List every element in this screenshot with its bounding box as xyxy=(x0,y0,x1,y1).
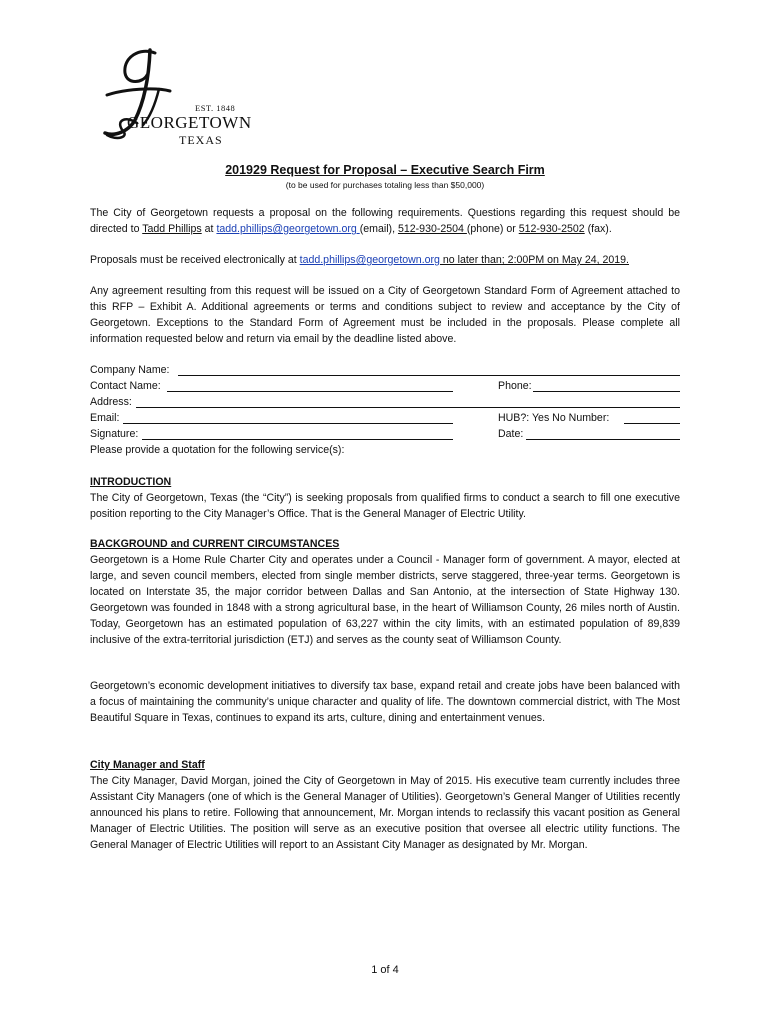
logo-name: GEORGETOWN xyxy=(127,113,252,132)
introduction-heading: INTRODUCTION xyxy=(90,476,172,488)
intro-fax-suffix: (fax). xyxy=(584,223,612,235)
logo-state: TEXAS xyxy=(179,133,223,147)
signature-label: Signature: xyxy=(90,428,139,440)
agreement-text: Any agreement resulting from this request will be issued on a City of Georgetown Standard Form of Agreement attached to this RFP – Exhibit A. Additional agreements or terms and conditions subject to review and acceptance by the City of Georgetown. Exceptions to the Standard Form of Agreement must be included in the proposals. Please complete all information requested below and return via email by the deadline listed above. xyxy=(90,285,680,345)
intro-paragraph xyxy=(90,205,680,237)
company-name-field[interactable] xyxy=(178,363,680,376)
introduction-body: The City of Georgetown, Texas (the “City”) is seeking proposals from qualified firms to conduct a search to fill one executive position reporting to the City Manager’s Office. That is the General Manager of Electric Utility. xyxy=(90,492,680,520)
hub-number-field[interactable] xyxy=(624,411,680,424)
background-heading: BACKGROUND and CURRENT CIRCUMSTANCES xyxy=(90,538,340,550)
date-label: Date: xyxy=(498,428,524,440)
contact-fax: 512-930-2502 xyxy=(518,223,585,235)
staff-body: The City Manager, David Morgan, joined the City of Georgetown in May of 2015. His executive team currently includes three Assistant City Managers (one of which is the General Manager of Utilities). Georgetown’s General Manger of Utilities recently announced his plans to retire. Following that announcement, Mr. Morgan intends to reclassify this vacant position as General Manager of Electric Utilities. The position will serve as an executive position that oversee all electric utility functions. The General Manager of Electric Utilities will report to an Assistant City Manager as designated by Mr. Morgan. xyxy=(90,775,680,851)
company-name-label: Company Name: xyxy=(90,364,170,376)
introduction-section xyxy=(90,474,680,522)
intro-email-suffix: (email), xyxy=(359,223,398,235)
contact-email-link[interactable]: tadd.phillips@georgetown.org xyxy=(216,223,360,235)
phone-label: Phone: xyxy=(498,380,532,392)
deadline-paragraph xyxy=(90,252,680,268)
intro-phone-suffix: (phone) or xyxy=(466,223,519,235)
page-subtitle: (to be used for purchases totaling less than $50,000) xyxy=(285,180,485,190)
contact-name-field[interactable] xyxy=(167,379,453,392)
contact-phone: 512-930-2504 xyxy=(397,223,467,235)
address-label: Address: xyxy=(90,396,132,408)
quotation-text: Please provide a quotation for the following service(s): xyxy=(90,444,345,456)
company-name-row xyxy=(90,362,680,378)
date-field[interactable] xyxy=(526,427,680,440)
hub-label: HUB?: Yes No Number: xyxy=(498,412,610,424)
background-section xyxy=(90,536,680,648)
signature-field[interactable] xyxy=(142,427,453,440)
address-field[interactable] xyxy=(136,395,680,408)
intro-text: The City of Georgetown requests a proposal on the following requirements. Questions regarding this request should be directed to xyxy=(90,207,680,235)
deadline-email-link[interactable]: tadd.phillips@georgetown.org xyxy=(299,254,440,266)
economic-body: Georgetown’s economic development initiatives to diversify tax base, expand retail and create jobs have been balanced with a focus of maintaining the community’s unique character and quality of life. The downtown commercial district, with The Most Beautiful Square in Texas, continues to expand its arts, culture, dining and entertainment venues. xyxy=(90,680,680,724)
intro-at: at xyxy=(201,223,217,235)
page-number: 1 of 4 xyxy=(371,964,399,976)
staff-section xyxy=(90,757,680,853)
contact-name-label: Contact Name: xyxy=(90,380,161,392)
staff-heading: City Manager and Staff xyxy=(90,759,205,771)
contact-name-row xyxy=(90,378,680,394)
deadline-prefix: Proposals must be received electronically at xyxy=(90,254,300,266)
background-body: Georgetown is a Home Rule Charter City and operates under a Council - Manager form of government. A mayor, elected at large, and seven council members, elected from single member districts, serve staggered, three-year terms. Georgetown is located on Interstate 35, the major corridor between Dallas and San Antonio, at the intersection of State Highway 130. Georgetown was founded in 1848 with a strong agricultural base, in the heart of Williamson County, 26 miles north of Austin. Today, Georgetown has an estimated population of 63,227 within the city limits, with an estimated population of 89,839 inclusive of the extra-territorial jurisdiction (ETJ) and serves as the county seat of Williamson County. xyxy=(90,554,680,646)
email-field[interactable] xyxy=(123,411,453,424)
deadline-text: no later than; 2:00PM on May 24, 2019. xyxy=(439,254,629,266)
address-row xyxy=(90,394,680,410)
phone-field[interactable] xyxy=(533,379,680,392)
signature-row xyxy=(90,426,680,442)
page-title: 201929 Request for Proposal – Executive Search Firm xyxy=(225,163,545,177)
city-logo xyxy=(95,45,265,150)
quotation-row xyxy=(90,442,680,458)
contact-name: Tadd Phillips xyxy=(142,223,202,235)
economic-section xyxy=(90,678,680,726)
email-label: Email: xyxy=(90,412,120,424)
logo-established: EST. 1848 xyxy=(195,103,236,113)
agreement-paragraph xyxy=(90,283,680,347)
email-row xyxy=(90,410,680,426)
